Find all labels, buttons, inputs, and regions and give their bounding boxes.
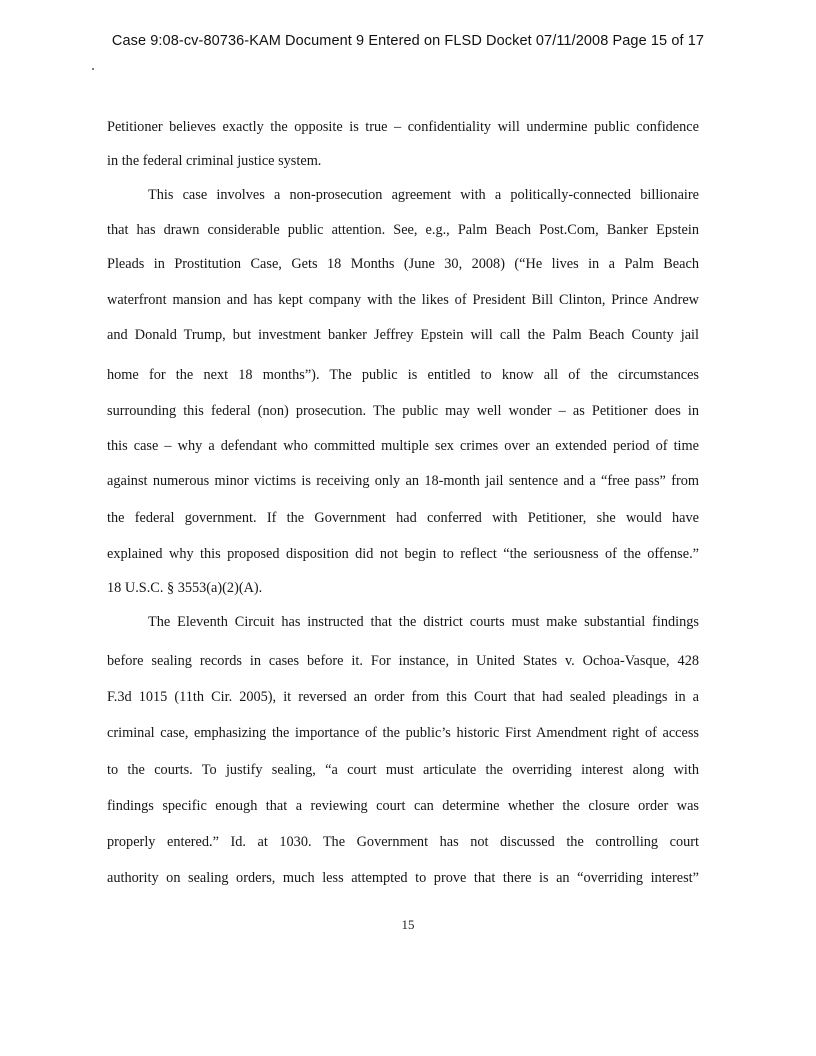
body-line: criminal case, emphasizing the importance of the public’s historic First Amendment right of access [107, 725, 699, 741]
body-line: Pleads in Prostitution Case, Gets 18 Months (June 30, 2008) (“He lives in a Palm Beach [107, 256, 699, 272]
body-line: surrounding this federal (non) prosecution. The public may well wonder – as Petitioner does in [107, 403, 699, 419]
body-line: to the courts. To justify sealing, “a court must articulate the overriding interest along with [107, 762, 699, 778]
body-line: in the federal criminal justice system. [107, 153, 322, 169]
body-line: authority on sealing orders, much less attempted to prove that there is an “overriding interest” [107, 870, 699, 886]
body-line: Petitioner believes exactly the opposite is true – confidentiality will undermine public confidence [107, 119, 699, 135]
body-line: home for the next 18 months”). The public is entitled to know all of the circumstances [107, 367, 699, 383]
body-line: 18 U.S.C. § 3553(a)(2)(A). [107, 580, 263, 596]
body-line: and Donald Trump, but investment banker Jeffrey Epstein will call the Palm Beach County jail [107, 327, 699, 343]
body-line: that has drawn considerable public attention. See, e.g., Palm Beach Post.Com, Banker Epstein [107, 222, 699, 238]
body-line: F.3d 1015 (11th Cir. 2005), it reversed an order from this Court that had sealed pleadings in a [107, 689, 699, 705]
body-line: this case – why a defendant who committed multiple sex crimes over an extended period of time [107, 438, 699, 454]
scan-artifact-dot [92, 68, 94, 70]
body-line: This case involves a non-prosecution agreement with a politically-connected billionaire [148, 187, 699, 203]
body-line: properly entered.” Id. at 1030. The Government has not discussed the controlling court [107, 834, 699, 850]
body-line: waterfront mansion and has kept company with the likes of President Bill Clinton, Prince Andrew [107, 292, 699, 308]
body-line: before sealing records in cases before it. For instance, in United States v. Ochoa-Vasque, 428 [107, 653, 699, 669]
body-line: the federal government. If the Government had conferred with Petitioner, she would have [107, 510, 699, 526]
body-line: findings specific enough that a reviewing court can determine whether the closure order was [107, 798, 699, 814]
docket-header: Case 9:08-cv-80736-KAM Document 9 Entered on FLSD Docket 07/11/2008 Page 15 of 17 [111, 33, 705, 49]
body-line: against numerous minor victims is receiving only an 18-month jail sentence and a “free pass” from [107, 473, 699, 489]
body-line: The Eleventh Circuit has instructed that the district courts must make substantial findings [148, 614, 699, 630]
body-line: explained why this proposed disposition did not begin to reflect “the seriousness of the offense.” [107, 546, 699, 562]
page-number: 15 [401, 917, 415, 932]
